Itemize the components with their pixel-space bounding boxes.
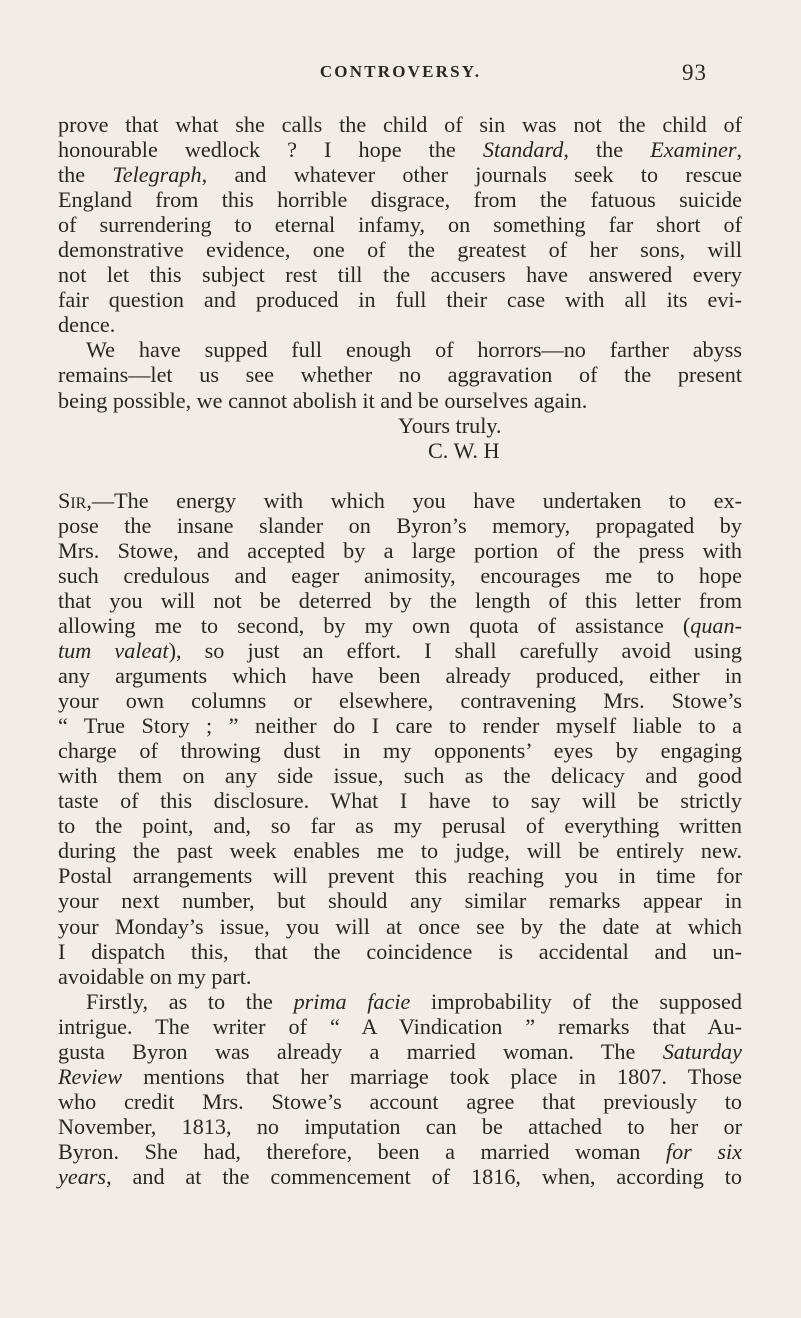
italic-title: Examiner: [650, 137, 737, 163]
italic-phrase: for six: [665, 1138, 742, 1164]
text-line: [58, 488, 742, 513]
text-line: I dispatch this, that the coincidence is accidental and un-: [58, 938, 742, 964]
text-line: We have supped full enough of horrors—no farther abyss: [86, 337, 742, 363]
text-line: [58, 1064, 742, 1089]
text-span: , and whatever other journals seek to rescue: [201, 162, 743, 188]
text-span: —The energy with which you have undertaken to ex-: [91, 487, 742, 513]
text-line: [58, 1039, 742, 1064]
signoff-text: Yours truly.: [398, 412, 502, 438]
text-line: your next number, but should any similar remarks appear in: [58, 888, 742, 914]
text-span: improbability of the supposed: [410, 988, 742, 1014]
text-line: [58, 989, 742, 1014]
text-line: your own columns or elsewhere, contravening Mrs. Stowe’s: [58, 688, 742, 714]
text-line: [58, 638, 742, 663]
signature: [58, 438, 742, 463]
text-line: any arguments which have been already produced, either in: [58, 663, 742, 689]
text-line: Postal arrangements will prevent this reaching you in time for: [58, 863, 742, 889]
text-line: of surrendering to eternal infamy, on something far short of: [58, 212, 742, 238]
text-line: “ True Story ; ” neither do I care to render myself liable to a: [58, 713, 742, 739]
text-line: England from this horrible disgrace, from the fatuous suicide: [58, 187, 742, 213]
text-span: ), so just an effort. I shall carefully avoid using: [168, 637, 742, 663]
page-number: 93: [682, 60, 707, 85]
italic-phrase: prima facie: [293, 988, 411, 1014]
italic-phrase: quan-: [690, 612, 742, 638]
text-line: such credulous and eager animosity, encourages me to hope: [58, 562, 742, 588]
text-line: charge of throwing dust in my opponents’ eyes by engaging: [58, 738, 742, 764]
italic-phrase: tum valeat: [58, 637, 169, 663]
text-span: the: [58, 162, 113, 188]
text-span: , the: [563, 137, 651, 163]
spacer: [58, 463, 742, 488]
signoff: [58, 413, 742, 438]
text-line: prove that what she calls the child of sin was not the child of: [58, 112, 742, 137]
salutation: Sir,: [58, 487, 92, 513]
text-line: pose the insane slander on Byron’s memory, propagated by: [58, 512, 742, 538]
text-line: [58, 613, 742, 638]
text-line: remains—let us see whether no aggravation of the present: [58, 362, 742, 388]
text-line: not let this subject rest till the accusers have answered every: [58, 262, 742, 288]
text-line: [58, 137, 742, 162]
text-line: fair question and produced in full their case with all its evi-: [58, 287, 742, 313]
text-line: [58, 1164, 742, 1189]
text-span: Byron. She had, therefore, been a married woman: [58, 1138, 666, 1164]
text-line: that you will not be deterred by the length of this letter from: [58, 587, 742, 613]
text-line: being possible, we cannot abolish it and be ourselves again.: [58, 387, 588, 413]
text-span: honourable wedlock ? I hope the: [58, 137, 483, 163]
text-span: allowing me to second, by my own quota of assistance (: [58, 612, 691, 638]
text-span: gusta Byron was already a married woman. The: [58, 1038, 663, 1064]
text-line: dence.: [58, 312, 116, 338]
text-line: your Monday’s issue, you will at once see by the date at which: [58, 913, 742, 939]
text-line: demonstrative evidence, one of the greatest of her sons, will: [58, 237, 742, 263]
text-span: Firstly, as to the: [86, 988, 294, 1014]
text-line: Mrs. Stowe, and accepted by a large portion of the press with: [58, 537, 742, 563]
body-text: [58, 112, 742, 1189]
text-line: intrigue. The writer of “ A Vindication ” remarks that Au-: [58, 1013, 742, 1039]
text-span: mentions that her marriage took place in 1807. Those: [122, 1063, 742, 1089]
italic-title: Review: [58, 1063, 123, 1089]
running-title: CONTROVERSY.: [319, 62, 482, 81]
text-line: [58, 162, 742, 187]
italic-title: Telegraph: [112, 162, 202, 188]
running-head: [0, 62, 801, 92]
text-span: , and at the commencement of 1816, when, according to: [106, 1163, 742, 1189]
text-line: during the past week enables me to judge, will be entirely new.: [58, 838, 742, 864]
text-line: [58, 1139, 742, 1164]
signature-text: C. W. H: [428, 437, 500, 463]
text-line: avoidable on my part.: [58, 963, 252, 989]
text-line: November, 1813, no imputation can be attached to her or: [58, 1113, 742, 1139]
text-line: with them on any side issue, such as the delicacy and good: [58, 763, 742, 789]
text-line: taste of this disclosure. What I have to say will be strictly: [58, 788, 742, 814]
text-line: to the point, and, so far as my perusal of everything written: [58, 813, 742, 839]
italic-phrase: years: [58, 1163, 107, 1189]
text-line: who credit Mrs. Stowe’s account agree that previously to: [58, 1088, 742, 1114]
italic-title: Standard: [482, 137, 564, 163]
text-span: ,: [736, 137, 743, 163]
italic-title: Saturday: [662, 1038, 742, 1064]
